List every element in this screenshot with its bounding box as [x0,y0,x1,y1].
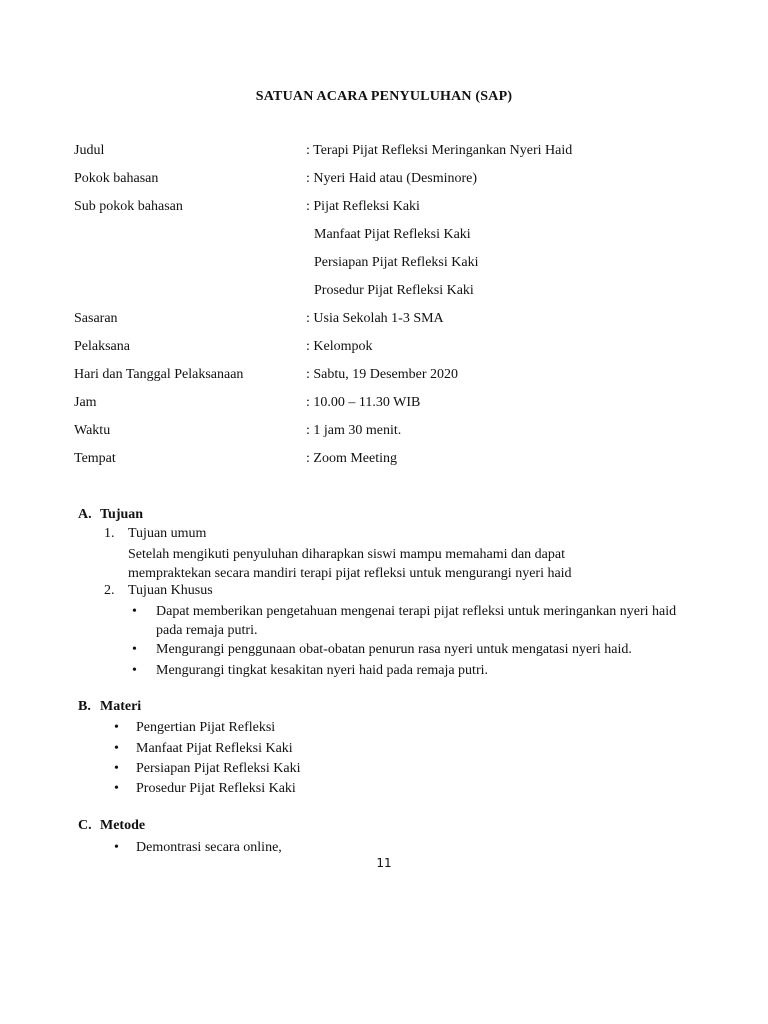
info-label: Sasaran [74,311,118,326]
info-label: Tempat [74,451,116,466]
section-title: Materi [100,699,142,714]
info-value: : Zoom Meeting [306,451,397,466]
section-heading-metode [78,817,145,835]
section-heading-tujuan [78,506,143,524]
item-number: 2. [104,583,115,598]
info-label: Judul [74,143,105,158]
document-title: SATUAN ACARA PENYULUHAN (SAP) [255,89,513,104]
info-value: : Nyeri Haid atau (Desminore) [306,171,478,186]
info-label: Pokok bahasan [74,171,159,186]
section-letter: B. [78,699,91,714]
bullet-icon: • [114,840,119,855]
info-value: : Terapi Pijat Refleksi Meringankan Nyeri Haid [306,143,573,158]
info-label: Hari dan Tanggal Pelaksanaan [74,367,244,382]
info-value: : Sabtu, 19 Desember 2020 [306,367,459,382]
item-number: 1. [104,526,115,541]
bullet-icon: • [114,761,119,776]
info-value: : Pijat Refleksi Kaki [306,199,420,214]
info-label: Pelaksana [74,339,130,354]
bullet-icon: • [114,781,119,796]
bullet-icon: • [132,663,137,678]
bullet-icon: • [114,720,119,735]
list-item-text: Pengertian Pijat Refleksi [136,720,276,735]
info-value: : Kelompok [306,339,373,354]
list-item-text: Dapat memberikan pengetahuan mengenai terapi pijat refleksi untuk meringankan nyeri haid pada remaja putri. [156,604,677,638]
info-value: : Usia Sekolah 1-3 SMA [306,311,444,326]
info-value: Prosedur Pijat Refleksi Kaki [314,283,474,298]
list-item-text: Persiapan Pijat Refleksi Kaki [136,761,301,776]
info-value: : 10.00 – 11.30 WIB [306,395,421,410]
list-item-text: Manfaat Pijat Refleksi Kaki [136,741,293,756]
list-item-text: Prosedur Pijat Refleksi Kaki [136,781,296,796]
bullet-icon: • [132,642,137,657]
section-title: Metode [100,818,146,833]
bullet-icon: • [114,741,119,756]
list-item-text: Demontrasi secara online, [136,840,282,855]
item-label: Tujuan Khusus [128,583,213,598]
info-label: Waktu [74,423,111,438]
info-value: Persiapan Pijat Refleksi Kaki [314,255,479,270]
info-label: Sub pokok bahasan [74,199,183,214]
item-label: Tujuan umum [128,526,207,541]
section-title: Tujuan [100,507,144,522]
numbered-item-tujuan-khusus [104,582,213,600]
list-item-text: Mengurangi penggunaan obat-obatan penurun rasa nyeri untuk mengatasi nyeri haid. [156,642,632,657]
tujuan-umum-paragraph: Setelah mengikuti penyuluhan diharapkan siswi mampu memahami dan dapat mempraktekan secara mandiri terapi pijat refleksi untuk mengurangi nyeri haid [128,547,572,581]
list-item-text: Mengurangi tingkat kesakitan nyeri haid pada remaja putri. [156,663,489,678]
section-heading-materi [78,698,141,716]
info-label: Jam [74,395,97,410]
section-letter: C. [78,818,92,833]
numbered-item-tujuan-umum [104,525,206,543]
section-letter: A. [78,507,92,522]
page-number: 11 [376,856,392,870]
info-value: : 1 jam 30 menit. [306,423,402,438]
info-value: Manfaat Pijat Refleksi Kaki [314,227,471,242]
bullet-icon: • [132,604,137,619]
